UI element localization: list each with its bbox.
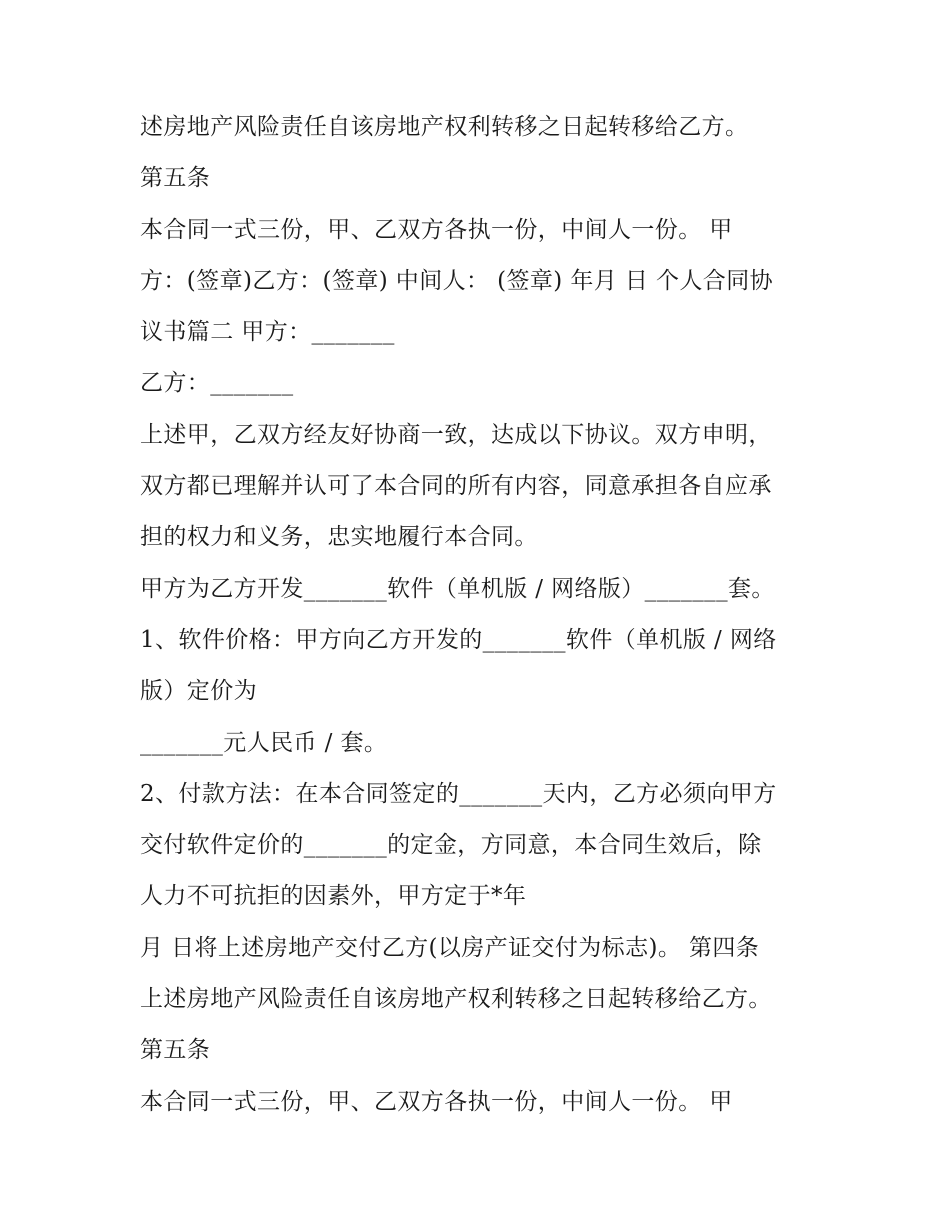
text-line: 版）定价为 bbox=[140, 678, 257, 705]
text-line: 双方都已理解并认可了本合同的所有内容，同意承担各自应承 bbox=[140, 473, 772, 500]
text-line: 1、软件价格：甲方向乙方开发的_______软件（单机版 / 网络 bbox=[140, 626, 777, 653]
text-line: 本合同一式三份，甲、乙双方各执一份，中间人一份。 甲 bbox=[140, 216, 733, 243]
text-line: 上述房地产风险责任自该房地产权利转移之日起转移给乙方。 bbox=[140, 986, 772, 1013]
section-heading: 第五条 bbox=[140, 1037, 211, 1064]
text-line: 上述甲，乙双方经友好协商一致，达成以下协议。双方申明， bbox=[140, 421, 772, 448]
text-line: 本合同一式三份，甲、乙双方各执一份，中间人一份。 甲 bbox=[140, 1088, 733, 1115]
text-line: 人力不可抗拒的因素外，甲方定于*年 bbox=[140, 883, 527, 910]
section-heading: 第五条 bbox=[140, 165, 211, 192]
text-line: 乙方：_______ bbox=[140, 370, 294, 397]
text-line: 议书篇二 甲方：_______ bbox=[140, 319, 395, 346]
text-line: 2、付款方法：在本合同签定的_______天内，乙方必须向甲方 bbox=[140, 780, 777, 807]
text-line: 方：(签章)乙方：(签章) 中间人： (签章) 年月 日 个人合同协 bbox=[140, 267, 773, 294]
contract-body bbox=[140, 102, 830, 1128]
text-line: 甲方为乙方开发_______软件（单机版 / 网络版）_______套。 bbox=[140, 575, 775, 602]
text-line: 月 日将上述房地产交付乙方(以房产证交付为标志)。 第四条 bbox=[140, 934, 760, 961]
text-line: 述房地产风险责任自该房地产权利转移之日起转移给乙方。 bbox=[140, 114, 749, 140]
text-line: 交付软件定价的_______的定金，方同意，本合同生效后，除 bbox=[140, 832, 762, 859]
text-line: 担的权力和义务，忠实地履行本合同。 bbox=[140, 524, 538, 551]
text-line: _______元人民币 / 套。 bbox=[140, 729, 388, 756]
